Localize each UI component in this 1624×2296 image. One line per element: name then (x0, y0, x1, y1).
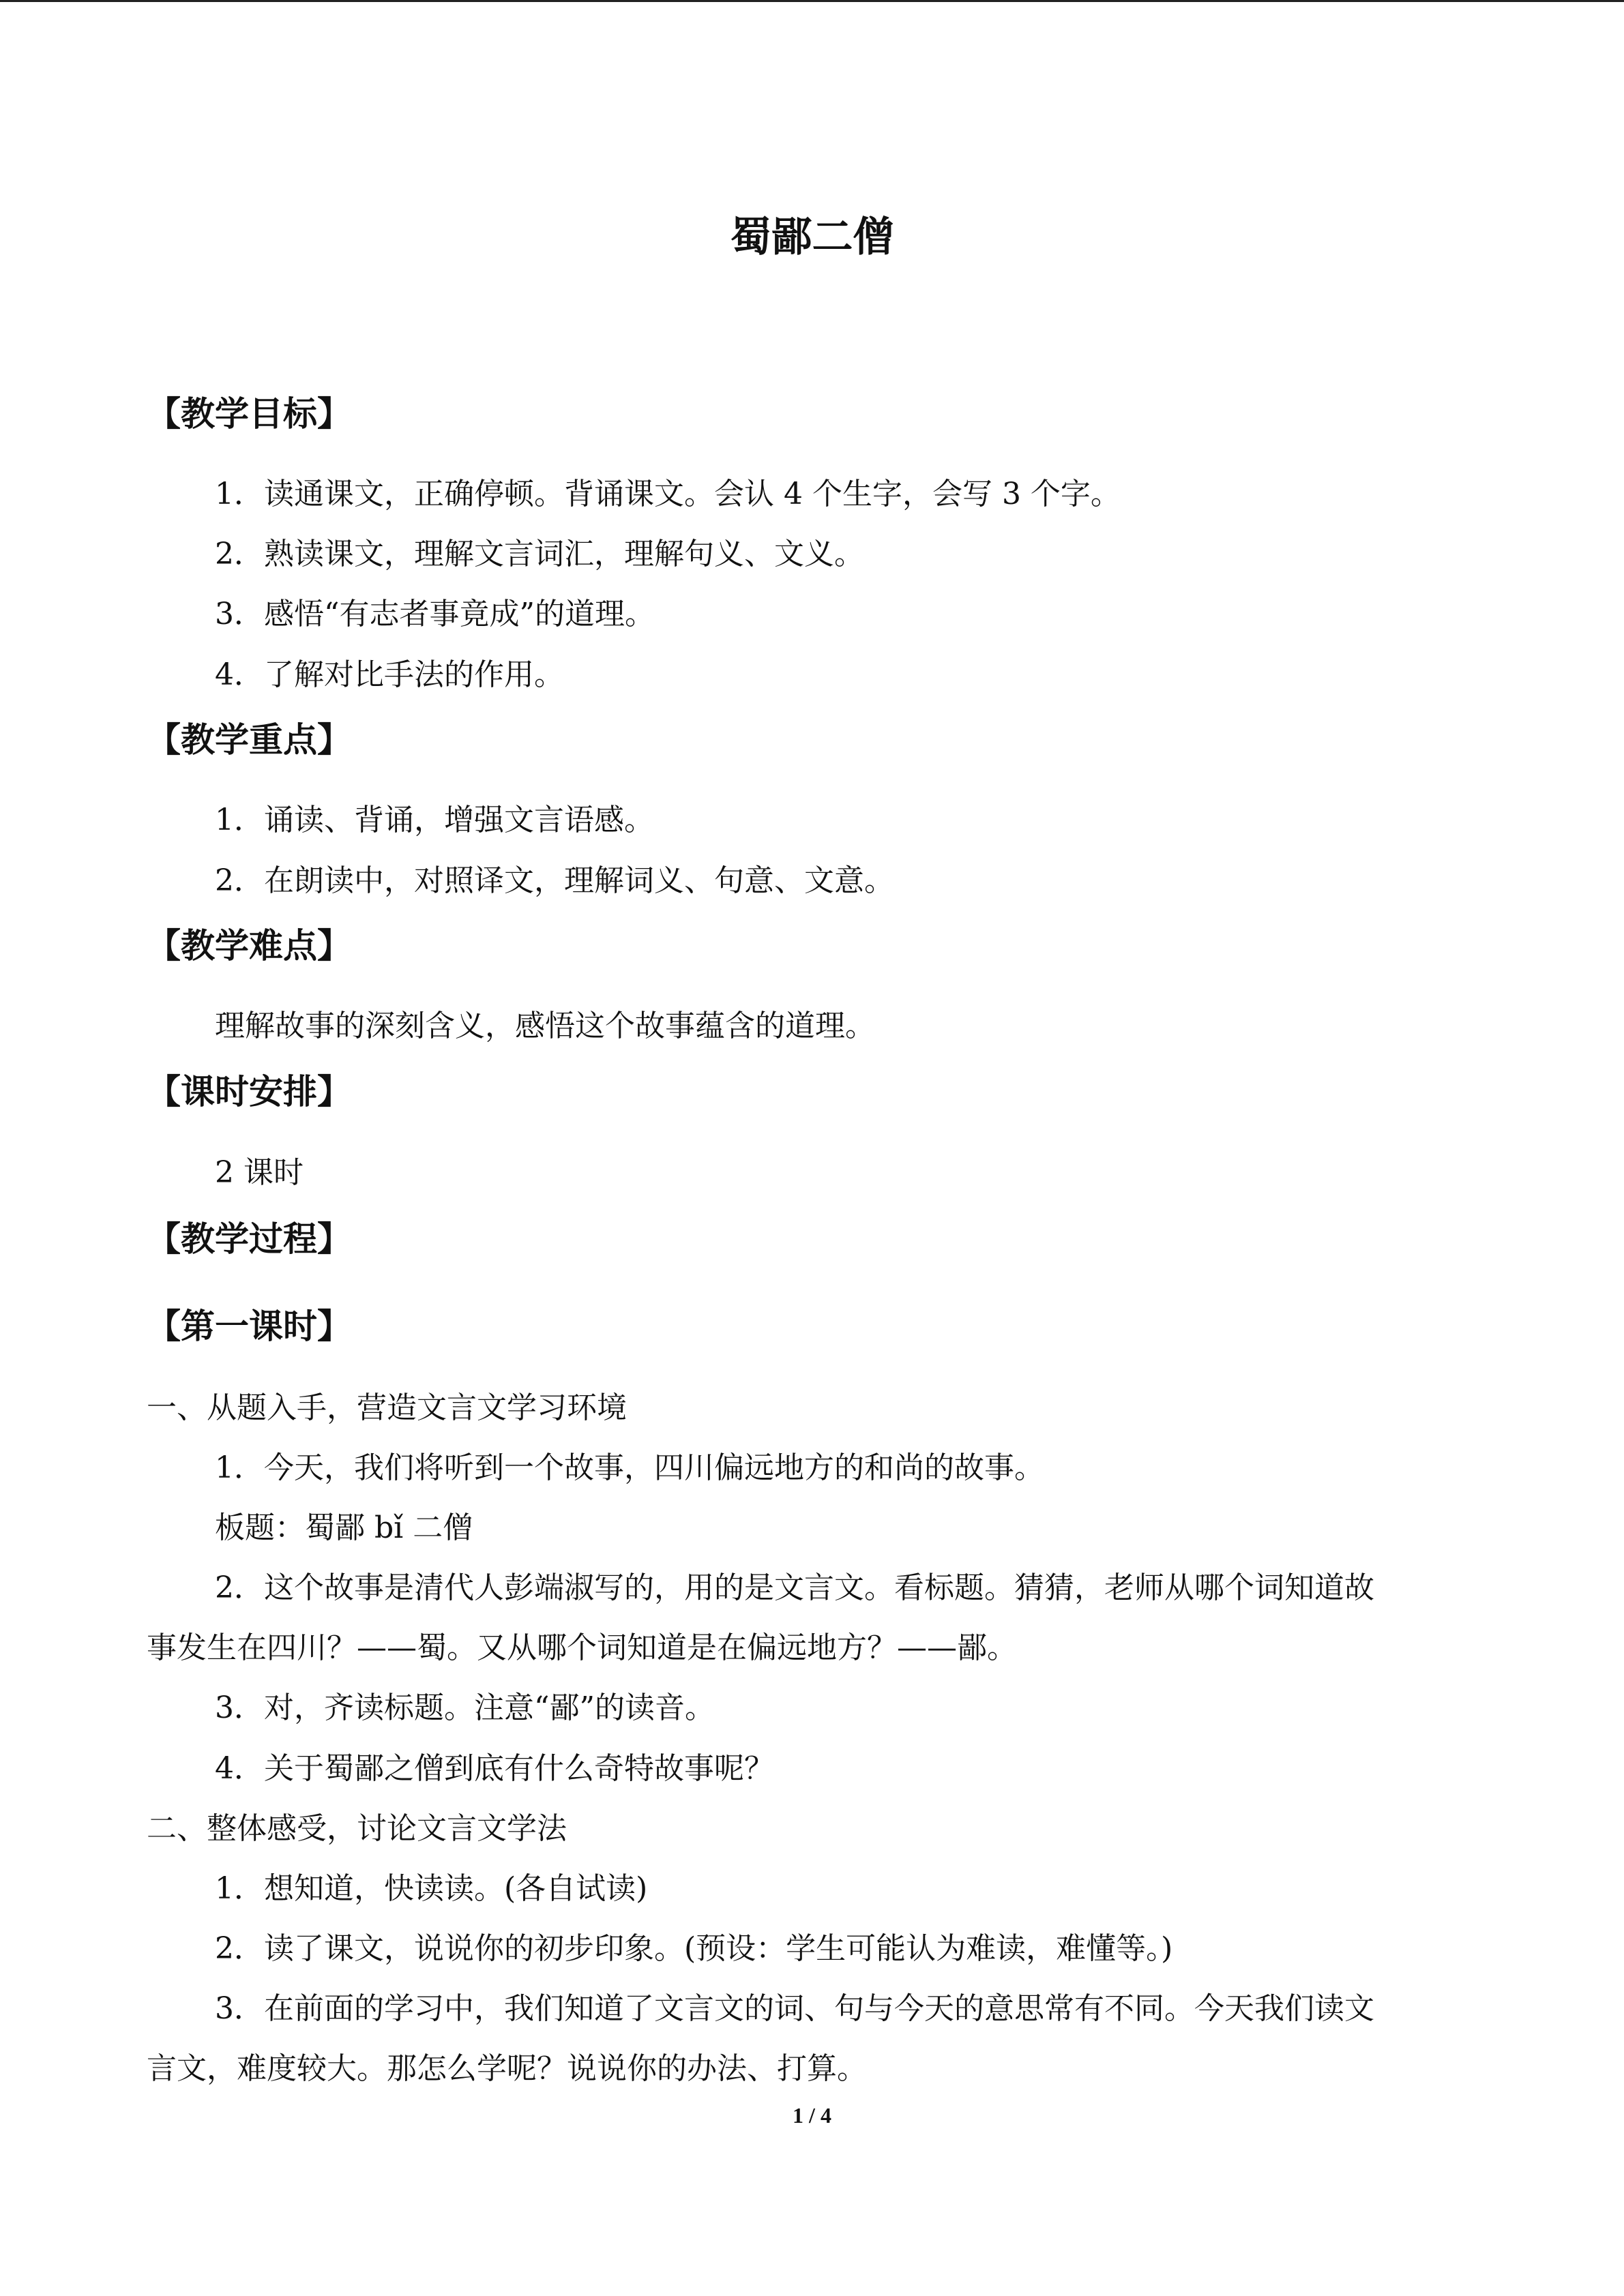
part1-item-board-title: 板题：蜀鄙 bǐ 二僧 (215, 1510, 473, 1545)
key-point-item-1: 1．诵读、背诵，增强文言语感。 (215, 803, 654, 837)
heading-teaching-goals: 【教学目标】 (147, 394, 351, 434)
goal-item-4: 4．了解对比手法的作用。 (215, 657, 564, 692)
difficulty-item-1: 理解故事的深刻含义，感悟这个故事蕴含的道理。 (215, 1009, 875, 1043)
part1-item-4: 4．关于蜀鄙之僧到底有什么奇特故事呢？ (215, 1751, 774, 1786)
part1-item-1: 1．今天，我们将听到一个故事，四川偏远地方的和尚的故事。 (215, 1450, 1044, 1485)
key-point-item-2: 2．在朗读中，对照译文，理解词义、句意、文意。 (215, 863, 894, 898)
part2-item-1: 1．想知道，快读读。(各自试读) (215, 1871, 648, 1906)
part2-item-3-line-2: 言文，难度较大。那怎么学呢？说说你的办法、打算。 (147, 2051, 867, 2086)
part1-item-2-line-1: 2．这个故事是清代人彭端淑写的，用的是文言文。看标题。猜猜，老师从哪个词知道故 (215, 1570, 1374, 1605)
heading-lesson-one: 【第一课时】 (147, 1307, 351, 1346)
part2-title: 二、整体感受，讨论文言文学法 (147, 1811, 567, 1846)
part1-item-3: 3．对，齐读标题。注意“鄙”的读音。 (215, 1690, 715, 1725)
heading-key-points: 【教学重点】 (147, 720, 351, 760)
part2-item-3-line-1: 3．在前面的学习中，我们知道了文言文的词、句与今天的意思常有不同。今天我们读文 (215, 1991, 1374, 2026)
goal-item-2: 2．熟读课文，理解文言词汇，理解句义、文义。 (215, 537, 864, 571)
heading-schedule: 【课时安排】 (147, 1072, 351, 1112)
page-number: 1 / 4 (793, 2103, 831, 2128)
part1-title: 一、从题入手，营造文言文学习环境 (147, 1390, 627, 1425)
part1-item-2-line-2: 事发生在四川？——蜀。又从哪个词知道是在偏远地方？——鄙。 (147, 1630, 1017, 1665)
schedule-item-1: 2 课时 (215, 1155, 304, 1190)
goal-item-3: 3．感悟“有志者事竟成”的道理。 (215, 597, 655, 631)
goal-item-1: 1．读通课文，正确停顿。背诵课文。会认 4 个生字，会写 3 个字。 (215, 477, 1121, 511)
heading-difficulties: 【教学难点】 (147, 926, 351, 966)
part2-item-2: 2．读了课文，说说你的初步印象。(预设：学生可能认为难读，难懂等。) (215, 1931, 1173, 1966)
heading-teaching-process: 【教学过程】 (147, 1219, 351, 1259)
document-title: 蜀鄙二僧 (730, 213, 894, 261)
